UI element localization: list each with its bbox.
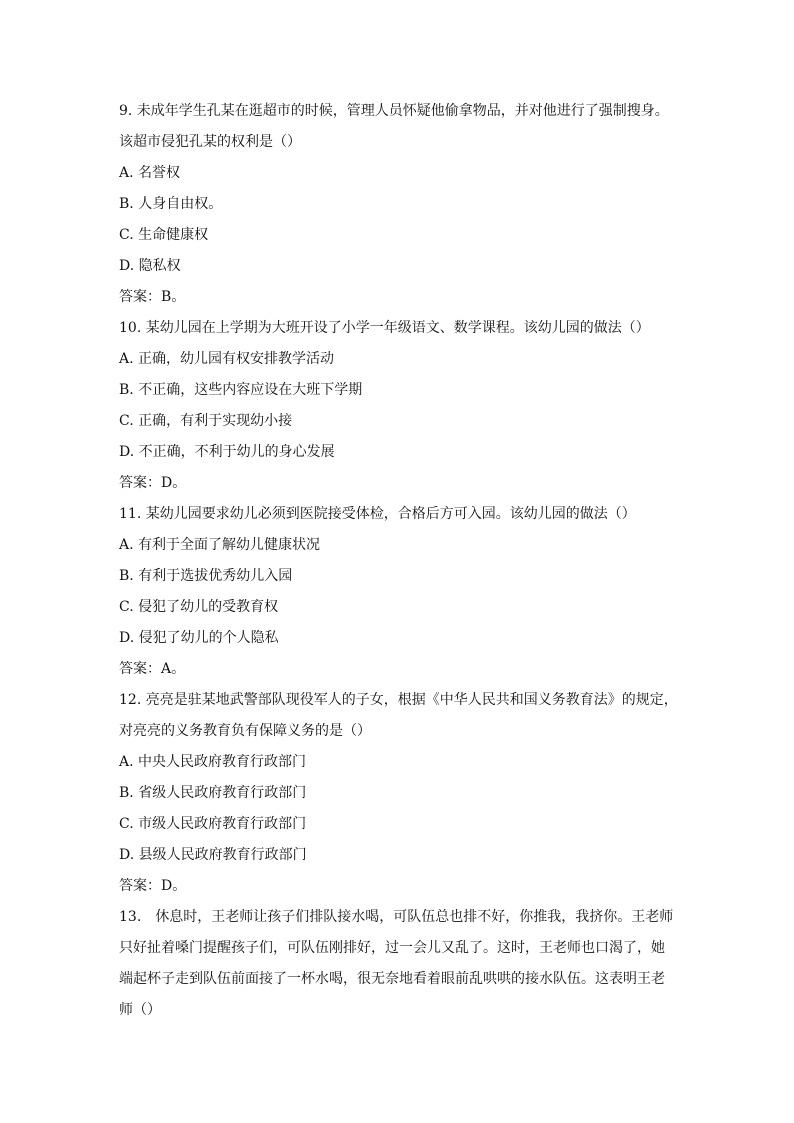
question-stem-line: 端起杯子走到队伍前面接了一杯水喝，很无奈地看着眼前乱哄哄的接水队伍。这表明王老 <box>119 971 665 987</box>
question-stem-line: 师（） <box>119 1002 161 1018</box>
question-stem-line: 对亮亮的义务教育负有保障义务的是（） <box>119 723 371 739</box>
question-list <box>119 96 679 1026</box>
option-b: B. 不正确，这些内容应设在大班下学期 <box>119 382 363 398</box>
option-a: A. 名誉权 <box>119 165 181 181</box>
option-d: D. 侵犯了幼儿的个人隐私 <box>119 630 279 646</box>
question-stem-line: 10. 某幼儿园在上学期为大班开设了小学一年级语文、数学课程。该幼儿园的做法（） <box>119 320 650 336</box>
option-b: B. 有利于选拔优秀幼儿入园 <box>119 568 293 584</box>
answer-line: 答案：D。 <box>119 878 187 894</box>
option-a: A. 正确，幼儿园有权安排教学活动 <box>119 351 335 367</box>
question-stem-line: 13. 休息时，王老师让孩子们排队接水喝，可队伍总也排不好，你推我，我挤你。王老师 <box>119 909 674 925</box>
answer-line: 答案：B。 <box>119 289 186 305</box>
answer-line: 答案：A。 <box>119 661 186 677</box>
question-stem-line: 只好扯着嗓门提醒孩子们，可队伍刚排好，过一会儿又乱了。这时，王老师也口渴了，她 <box>119 940 665 956</box>
option-d: D. 不正确，不利于幼儿的身心发展 <box>119 444 335 460</box>
question-stem-line: 9. 未成年学生孔某在逛超市的时候，管理人员怀疑他偷拿物品，并对他进行了强制搜身。 <box>119 103 669 119</box>
option-c: C. 生命健康权 <box>119 227 209 243</box>
question-12 <box>119 685 679 902</box>
question-stem-line: 该超市侵犯孔某的权利是（） <box>119 134 301 150</box>
option-d: D. 县级人民政府教育行政部门 <box>119 847 307 863</box>
option-c: C. 侵犯了幼儿的受教育权 <box>119 599 279 615</box>
option-a: A. 中央人民政府教育行政部门 <box>119 754 307 770</box>
question-9 <box>119 96 679 313</box>
answer-line: 答案：D。 <box>119 475 187 491</box>
question-13 <box>119 902 679 1026</box>
question-stem-line: 12. 亮亮是驻某地武警部队现役军人的子女，根据《中华人民共和国义务教育法》的规定， <box>119 692 678 708</box>
option-b: B. 省级人民政府教育行政部门 <box>119 785 307 801</box>
option-a: A. 有利于全面了解幼儿健康状况 <box>119 537 321 553</box>
question-11 <box>119 499 679 685</box>
question-10 <box>119 313 679 499</box>
option-b: B. 人身自由权。 <box>119 196 223 212</box>
option-d: D. 隐私权 <box>119 258 181 274</box>
option-c: C. 正确，有利于实现幼小接 <box>119 413 293 429</box>
option-c: C. 市级人民政府教育行政部门 <box>119 816 307 832</box>
question-stem-line: 11. 某幼儿园要求幼儿必须到医院接受体检，合格后方可入园。该幼儿园的做法（） <box>119 506 636 522</box>
